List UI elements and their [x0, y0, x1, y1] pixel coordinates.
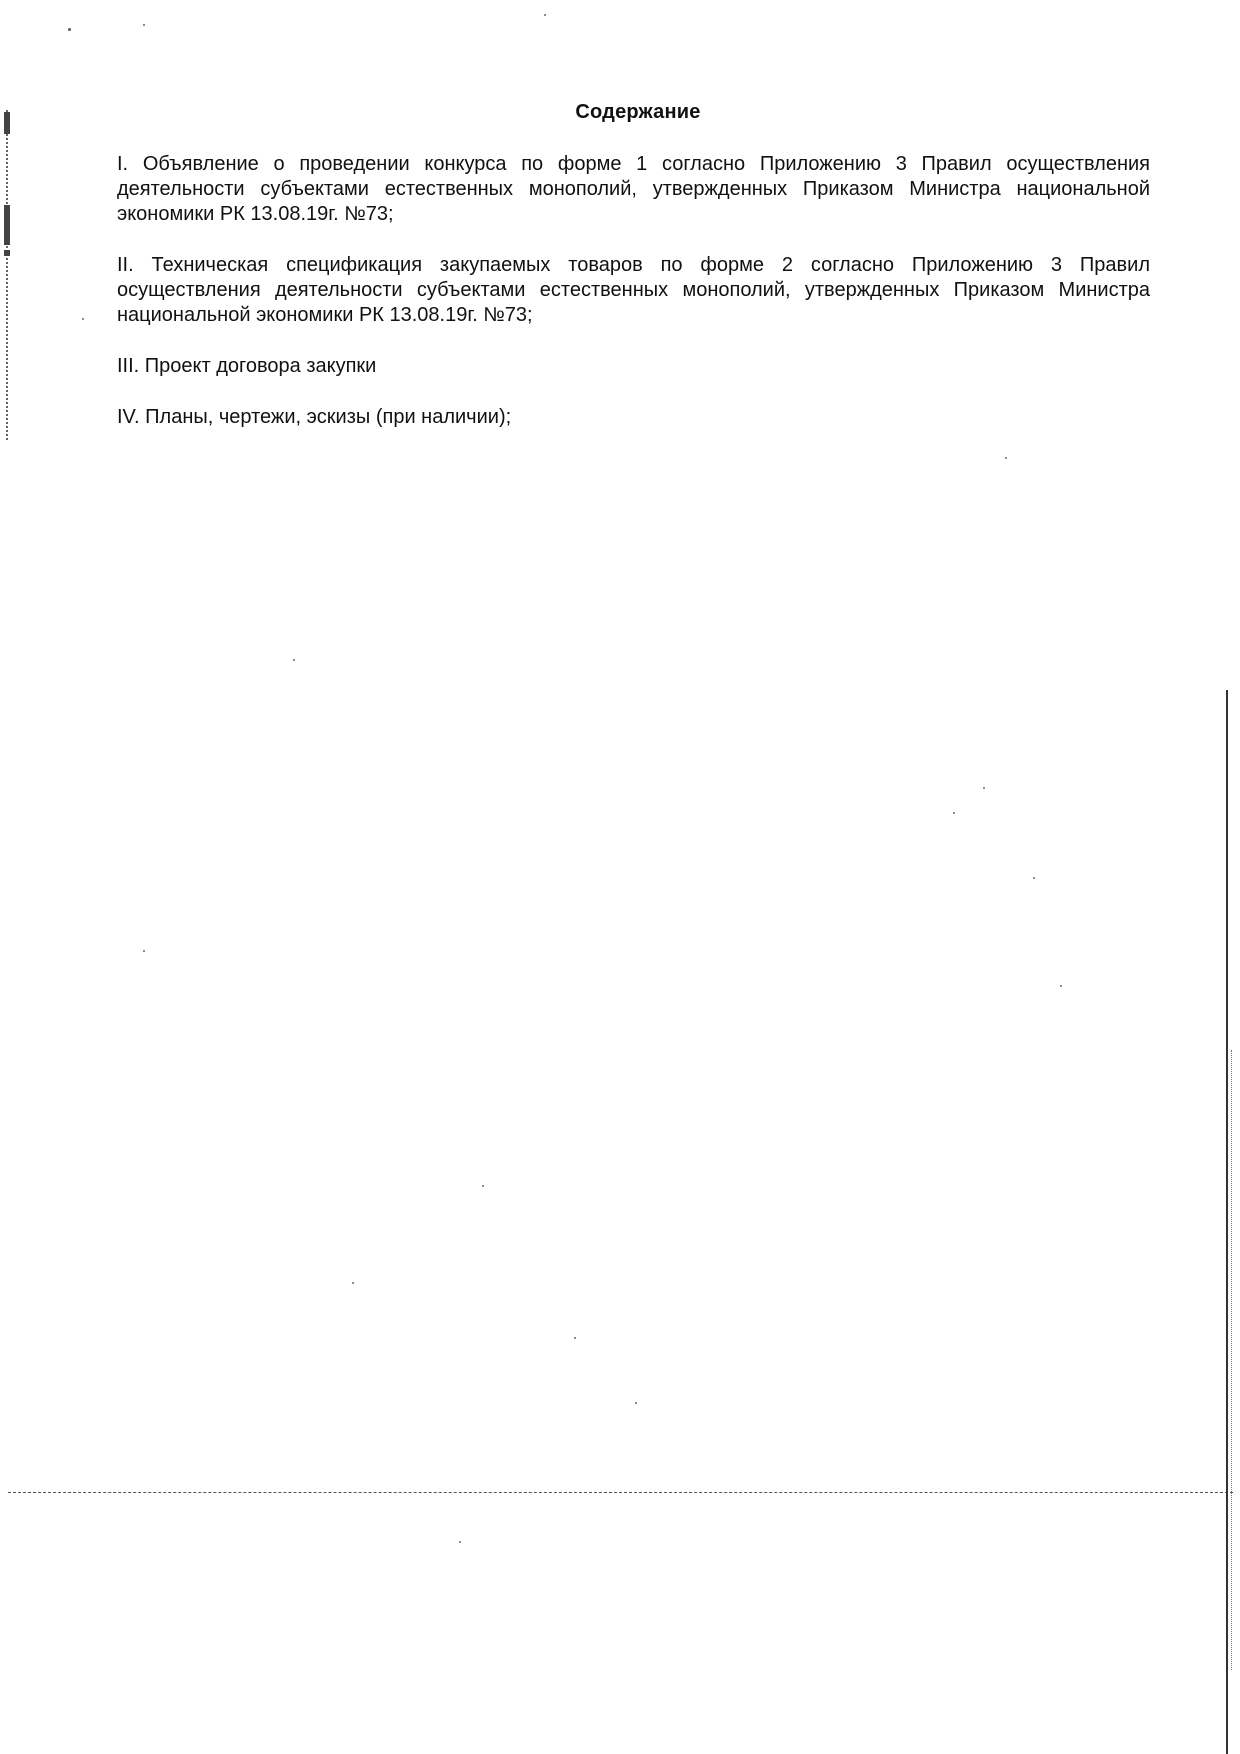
toc-item-1: I. Объявление о проведении конкурса по форме 1 согласно Приложению 3 Правил осуществления деятельности субъектами естественных монополий, утвержденных Приказом Министра национальной экономики РК 13.08.19г. №73;	[117, 153, 1150, 225]
scan-speck	[293, 659, 295, 661]
scan-speck	[82, 318, 84, 320]
toc-item-2: II. Техническая спецификация закупаемых товаров по форме 2 согласно Приложению 3 Правил осуществления деятельности субъектами естественных монополий, утвержденных Приказом Министра национальной экономики РК 13.08.19г. №73;	[117, 254, 1150, 326]
scan-speck	[482, 1185, 484, 1187]
scan-edge-dots-right	[1231, 1050, 1232, 1670]
scan-speck	[1005, 457, 1007, 459]
scan-speck	[1033, 877, 1035, 879]
scan-speck	[953, 812, 955, 814]
scan-speck	[574, 1337, 576, 1339]
scan-mark	[4, 250, 10, 256]
scan-edge-line-left	[6, 110, 8, 440]
scan-speck	[635, 1402, 637, 1404]
scan-fold-line	[8, 1492, 1233, 1493]
document-title: Содержание	[575, 101, 701, 123]
scan-speck	[544, 14, 546, 16]
scan-speck	[1060, 985, 1062, 987]
scan-speck	[143, 24, 145, 26]
scan-speck	[143, 950, 145, 952]
scan-speck	[352, 1282, 354, 1284]
scan-mark	[4, 205, 10, 245]
table-of-contents	[117, 152, 1150, 456]
toc-item-3: III. Проект договора закупки	[117, 355, 377, 377]
toc-item-4: IV. Планы, чертежи, эскизы (при наличии);	[117, 406, 512, 428]
scan-mark	[4, 112, 10, 134]
scan-edge-line-right	[1226, 690, 1228, 1754]
scan-speck	[459, 1541, 461, 1543]
scan-speck	[68, 28, 71, 31]
scan-speck	[983, 787, 985, 789]
